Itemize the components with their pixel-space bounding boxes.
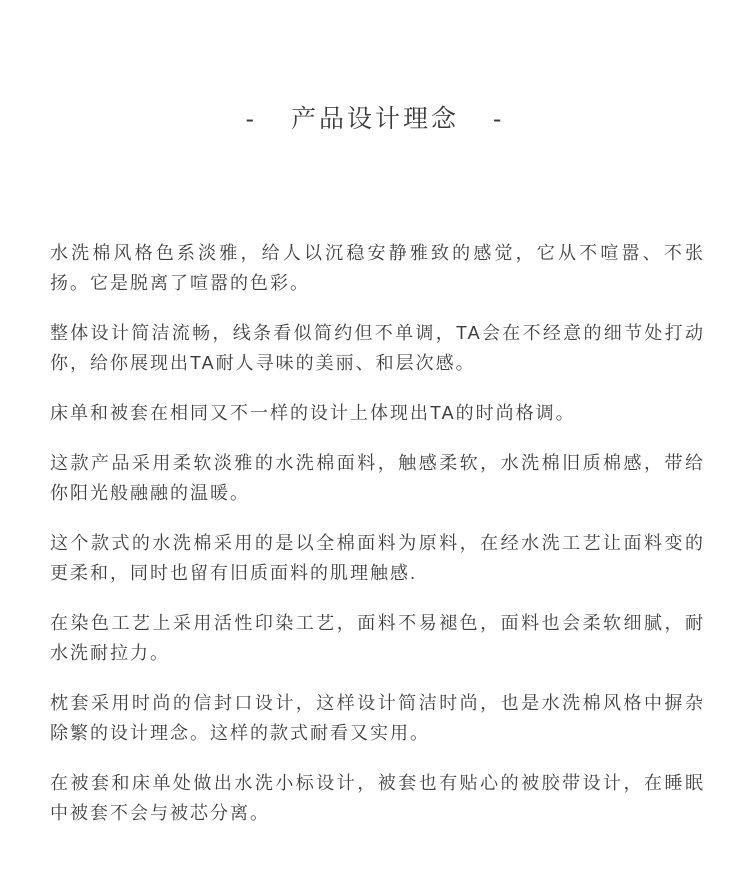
paragraph-overall-design: 整体设计简洁流畅，线条看似简约但不单调，TA会在不经意的细节处打动你，给你展现出TA耐人寻味的美丽、和层次感。 — [50, 323, 705, 373]
paragraph-fabric-touch: 这款产品采用柔软淡雅的水洗棉面料，触感柔软，水洗棉旧质棉感，带给你阳光般融融的温暖。 — [50, 453, 705, 503]
paragraph-sheet-duvet: 床单和被套在相同又不一样的设计上体现出TA的时尚格调。 — [50, 403, 576, 423]
section-title — [0, 0, 750, 134]
title-dash-right: - — [493, 105, 505, 133]
title-dash-left: - — [245, 105, 257, 133]
page-title: 产品设计理念 — [290, 105, 459, 133]
paragraph-dyeing-process: 在染色工艺上采用活性印染工艺，面料不易褪色，面料也会柔软细腻，耐水洗耐拉力。 — [50, 613, 705, 663]
paragraph-pillowcase: 枕套采用时尚的信封口设计，这样设计简洁时尚，也是水洗棉风格中摒杂除繁的设计理念。这样的款式耐看又实用。 — [50, 693, 705, 743]
paragraphs-container — [50, 238, 705, 828]
paragraph-cotton-material: 这个款式的水洗棉采用的是以全棉面料为原料，在经水洗工艺让面料变的更柔和，同时也留有旧质面料的肌理触感. — [50, 533, 705, 583]
paragraph-label-design: 在被套和床单处做出水洗小标设计，被套也有贴心的被胶带设计，在睡眠中被套不会与被芯分离。 — [50, 773, 705, 823]
paragraph-color-tone: 水洗棉风格色系淡雅，给人以沉稳安静雅致的感觉，它从不喧嚣、不张扬。它是脱离了喧嚣的色彩。 — [50, 243, 705, 293]
